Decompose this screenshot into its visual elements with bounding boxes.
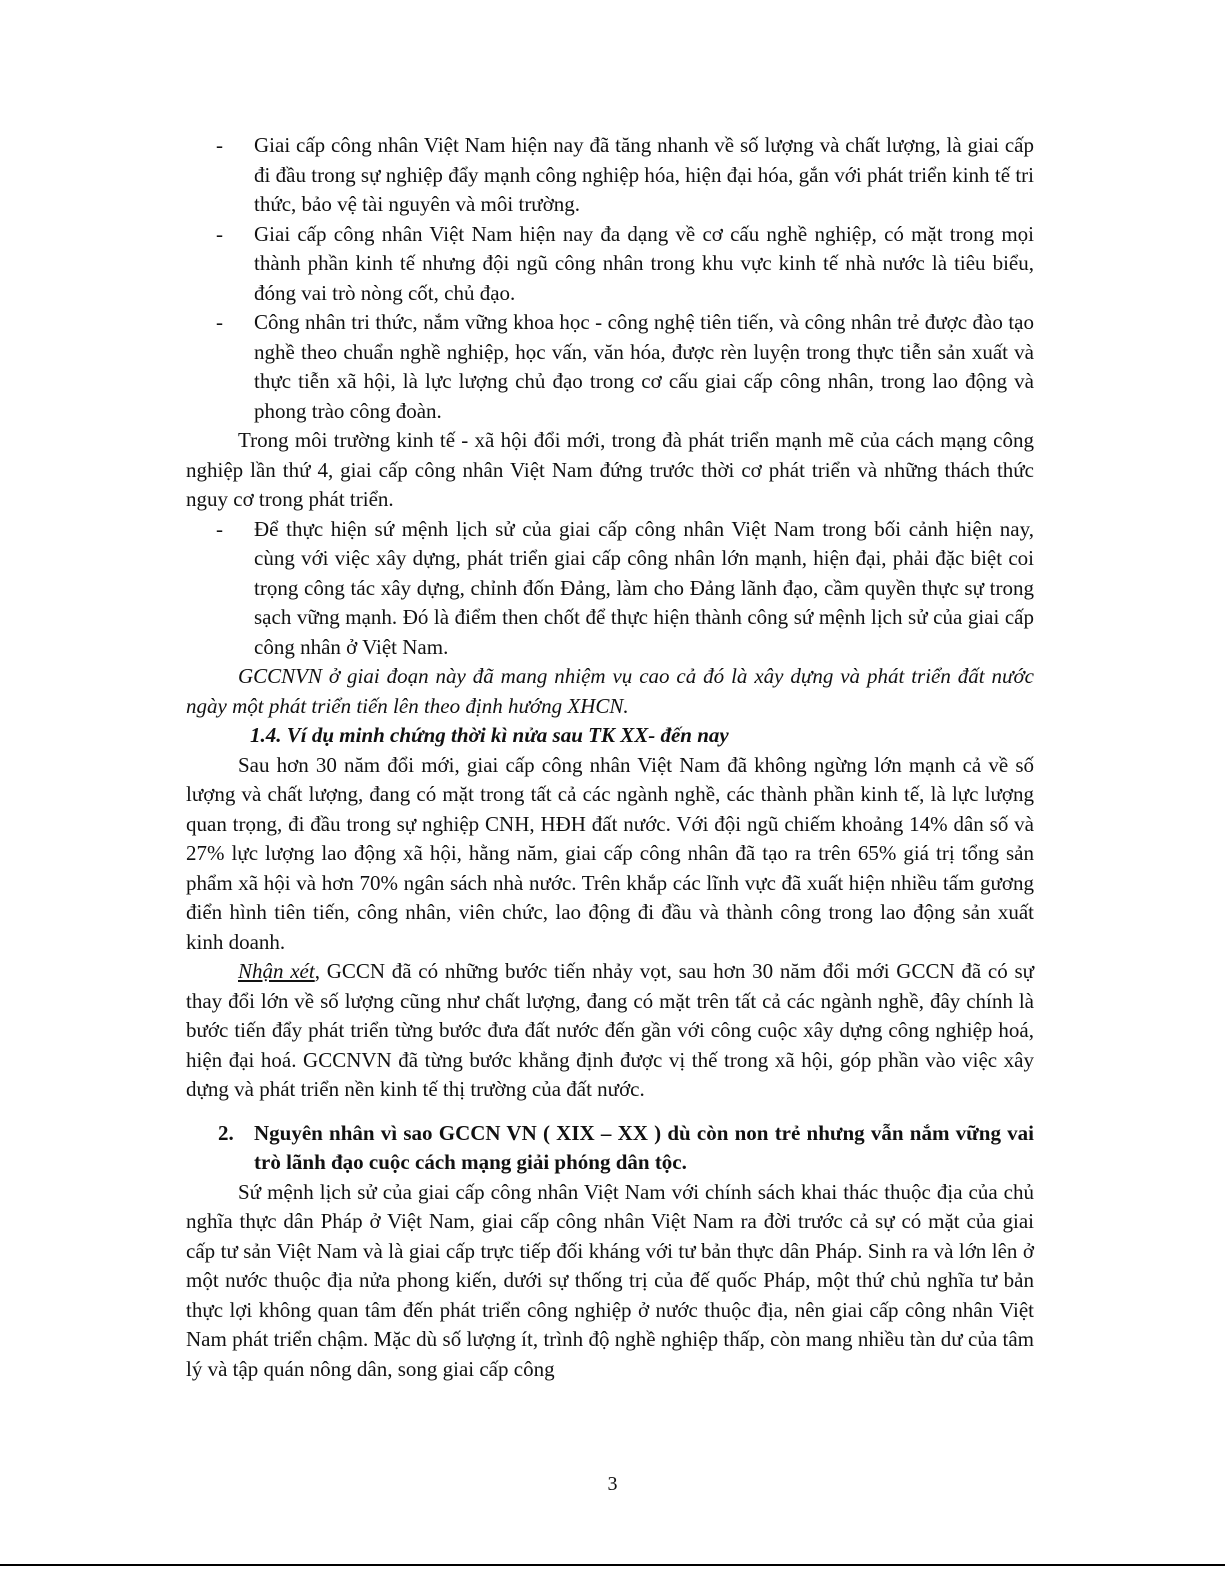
paragraph-example: Sau hơn 30 năm đổi mới, giai cấp công nhân Việt Nam đã không ngừng lớn mạnh cả về số lượng và chất lượng, đang có mặt trong tất cả các ngành nghề, các thành phần kinh tế, là lực lượng quan trọng, đi đầu trong sự nghiệp CNH, HĐH đất nước. Với đội ngũ chiếm khoảng 14% dân số và 27% lực lượng lao động xã hội, hằng năm, giai cấp công nhân đã tạo ra trên 65% giá trị tổng sản phẩm xã hội và hơn 70% ngân sách nhà nước. Trên khắp các lĩnh vực đã xuất hiện nhiều tấm gương điển hình tiên tiến, công nhân, viên chức, lao động đi đầu và thành công trong lao động sản xuất kinh doanh.: [186, 752, 1034, 954]
paragraph-context: Trong môi trường kinh tế - xã hội đổi mới, trong đà phát triển mạnh mẽ của cách mạng công nghiệp lần thứ 4, giai cấp công nhân Việt Nam đứng trước thời cơ phát triển và những thách thức nguy cơ trong phát triển.: [186, 428, 1034, 511]
bullet-dash: -: [216, 516, 223, 541]
bullet-dash: -: [216, 221, 223, 246]
remark-label: Nhận xét: [238, 959, 315, 983]
paragraph-section-2: Sứ mệnh lịch sử của giai cấp công nhân Việt Nam với chính sách khai thác thuộc địa của chủ nghĩa thực dân Pháp ở Việt Nam, giai cấp công nhân Việt Nam ra đời trước cả sự có mặt của giai cấp tư sản Việt Nam và là giai cấp trực tiếp đối kháng với tư bản thực dân Pháp. Sinh ra và lớn lên ở một nước thuộc địa nửa phong kiến, dưới sự thống trị của đế quốc Pháp, một thứ chủ nghĩa tư bản thực lợi không quan tâm đến phát triển công nghiệp ở nước thuộc địa, nên giai cấp công nhân Việt Nam phát triển chậm. Mặc dù số lượng ít, trình độ nghề nghiệp thấp, còn mang nhiều tàn dư của tâm lý và tập quán nông dân, song giai cấp công: [186, 1179, 1034, 1381]
page-number: 3: [607, 1473, 618, 1495]
bullet-item: [186, 220, 1034, 309]
page-bottom-edge: [0, 1564, 1225, 1566]
remark-text: , GCCN đã có những bước tiến nhảy vọt, sau hơn 30 năm đổi mới GCCN đã có sự thay đổi lớn về số lượng cũng như chất lượng, đang có mặt trên tất cả các ngành nghề, đây chính là bước tiến đẩy phát triển từng bước đưa đất nước đến gần với công cuộc xây dựng công nghiệp hoá, hiện đại hoá. GCCNVN đã từng bước khẳng định được vị thế trong xã hội, góp phần vào việc xây dựng và phát triển nền kinh tế thị trường của đất nước.: [186, 959, 1034, 1101]
bullet-dash: -: [216, 133, 223, 157]
page-body: [186, 131, 1034, 1384]
bullet-text: Giai cấp công nhân Việt Nam hiện nay đa dạng về cơ cấu nghề nghiệp, có mặt trong mọi thành phần kinh tế nhưng đội ngũ công nhân trong khu vực kinh tế nhà nước là tiêu biểu, đóng vai trò nòng cốt, chủ đạo.: [254, 221, 1034, 305]
bullet-text: Để thực hiện sứ mệnh lịch sử của giai cấp công nhân Việt Nam trong bối cảnh hiện nay, cùng với việc xây dựng, phát triển giai cấp công nhân lớn mạnh, hiện đại, phải đặc biệt coi trọng công tác xây dựng, chỉnh đốn Đảng, làm cho Đảng lãnh đạo, cầm quyền thực sự trong sạch vững mạnh. Đó là điểm then chốt để thực hiện thành công sứ mệnh lịch sử của giai cấp công nhân ở Việt Nam.: [254, 516, 1034, 659]
bullet-dash: -: [216, 310, 223, 334]
section-number: 2.: [218, 1120, 234, 1145]
bullet-text: Công nhân tri thức, nắm vững khoa học - công nghệ tiên tiến, và công nhân trẻ được đào tạo nghề theo chuẩn nghề nghiệp, học vấn, văn hóa, được rèn luyện trong thực tiễn sản xuất và thực tiễn xã hội, là lực lượng chủ đạo trong cơ cấu giai cấp công nhân, trong lao động và phong trào công đoàn.: [254, 310, 1034, 423]
bullet-item: [186, 515, 1034, 663]
bullet-item: [186, 308, 1034, 426]
section-heading-2: [186, 1119, 1034, 1178]
italic-paragraph: GCCNVN ở giai đoạn này đã mang nhiệm vụ cao cả đó là xây dựng và phát triển đất nước ngày một phát triển tiến lên theo định hướng XHCN.: [186, 664, 1034, 718]
section-heading-1-4: 1.4. Ví dụ minh chứng thời kì nửa sau TK XX- đến nay: [250, 723, 729, 747]
bullet-text: Giai cấp công nhân Việt Nam hiện nay đã tăng nhanh về số lượng và chất lượng, là giai cấp đi đầu trong sự nghiệp đẩy mạnh công nghiệp hóa, hiện đại hóa, gắn với phát triển kinh tế tri thức, bảo vệ tài nguyên và môi trường.: [254, 133, 1034, 216]
bullet-item: [186, 131, 1034, 220]
paragraph-remark: [186, 957, 1034, 1105]
section-title: Nguyên nhân vì sao GCCN VN ( XIX – XX ) dù còn non trẻ nhưng vẫn nắm vững vai trò lãnh đạo cuộc cách mạng giải phóng dân tộc.: [254, 1120, 1034, 1174]
